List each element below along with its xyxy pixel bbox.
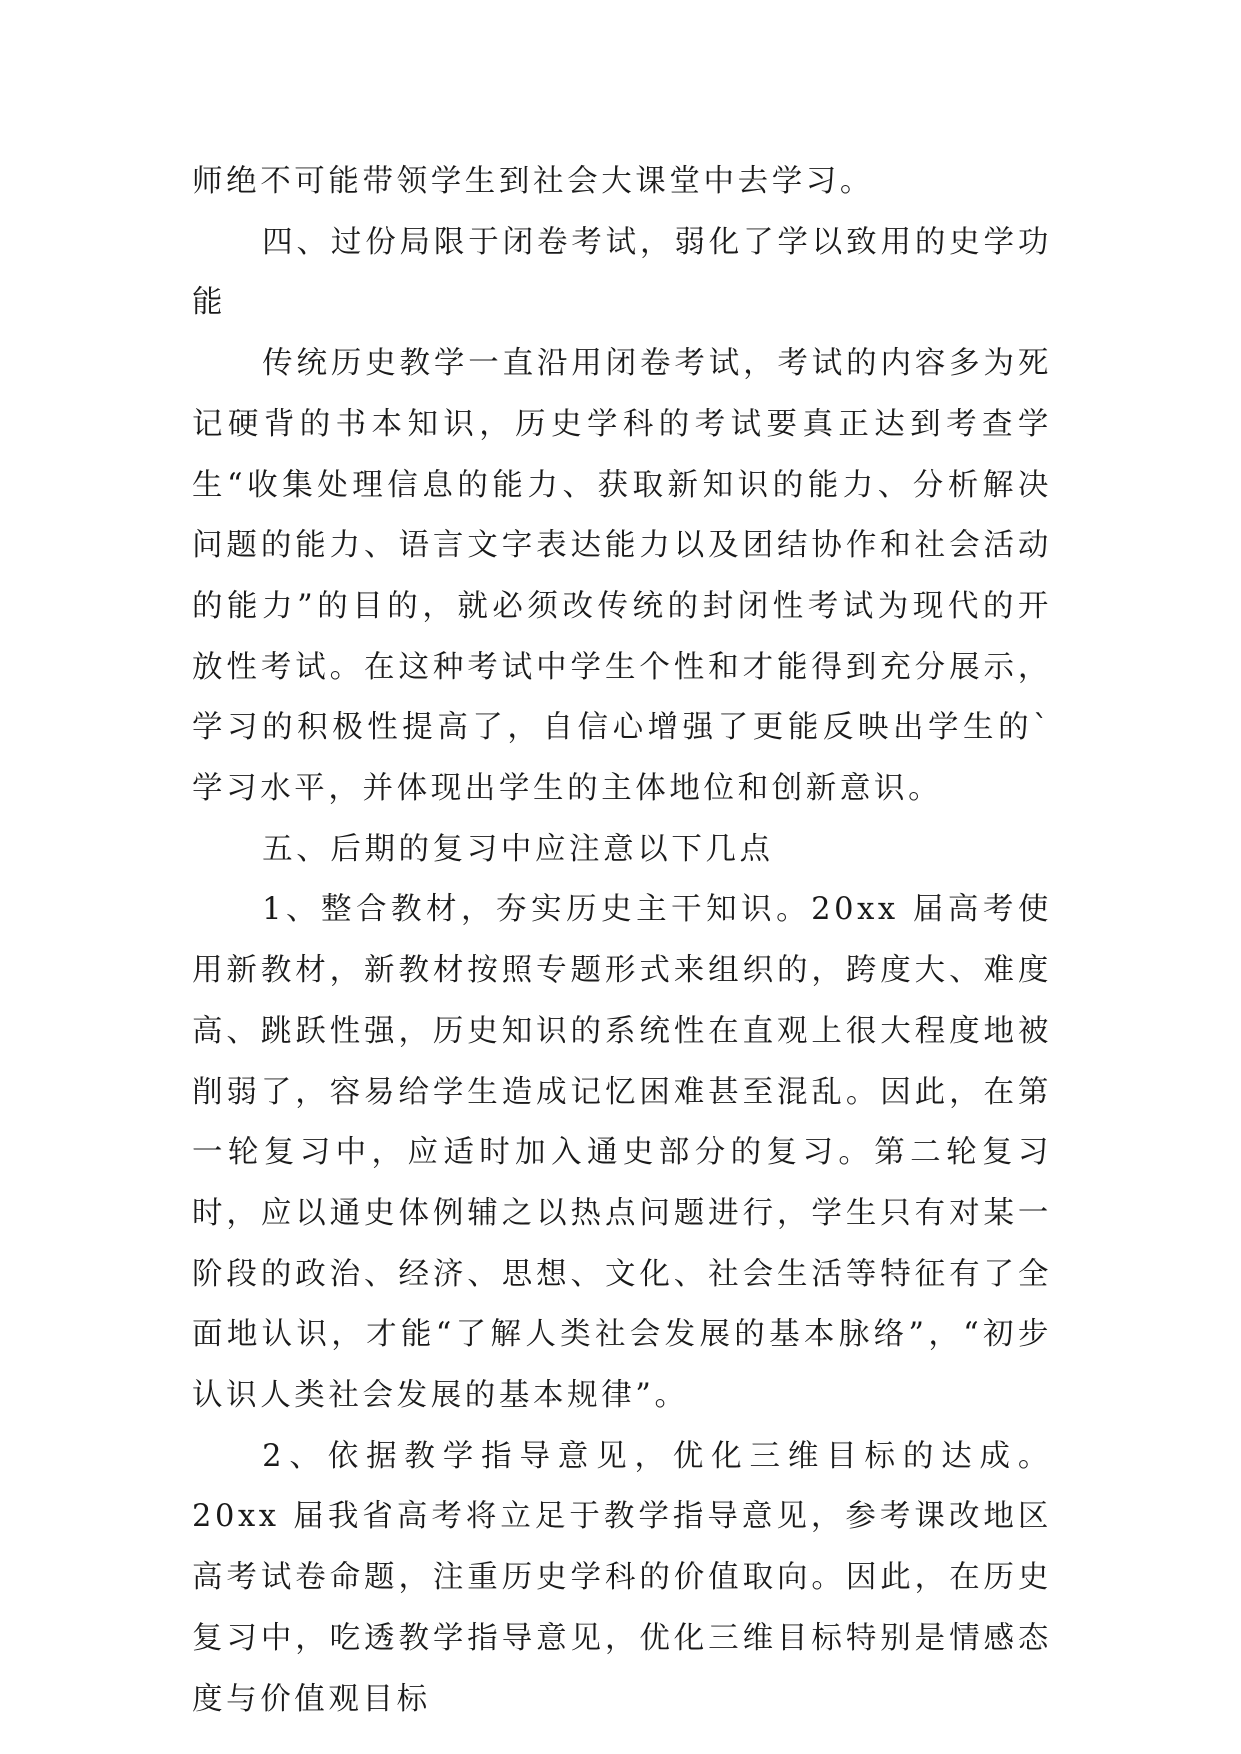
paragraph-point-1: 1、整合教材，夯实历史主干知识。20xx 届高考使用新教材，新教材按照专题形式来组织的，跨度大、难度高、跳跃性强，历史知识的系统性在直观上很大程度地被削弱了，容易给学生造成记忆困难甚至混乱。因此，在第一轮复习中，应适时加入通史部分的复习。第二轮复习时，应以通史体例辅之以热点问题进行，学生只有对某一阶段的政治、经济、思想、文化、社会生活等特征有了全面地认识，才能“了解人类社会发展的基本脉络”，“初步认识人类社会发展的基本规律”。 xyxy=(192,892,1052,1414)
section-heading-5: 五、后期的复习中应注意以下几点 xyxy=(262,831,774,867)
paragraph-continuation: 师绝不可能带领学生到社会大课堂中去学习。 xyxy=(192,164,874,199)
section-heading-4: 四、过份局限于闭卷考试，弱化了学以致用的史学功能 xyxy=(192,224,1052,321)
paragraph-closed-exam: 传统历史教学一直沿用闭卷考试，考试的内容多为死记硬背的书本知识，历史学科的考试要真正达到考查学生“收集处理信息的能力、获取新知识的能力、分析解决问题的能力、语言文字表达能力以及团结协作和社会活动的能力”的目的，就必须改传统的封闭性考试为现代的开放性考试。在这种考试中学生个性和才能得到充分展示，学习的积极性提高了，自信心增强了更能反映出学生的`学习水平，并体现出学生的主体地位和创新意识。 xyxy=(192,346,1052,807)
paragraph-point-2: 2、依据教学指导意见，优化三维目标的达成。20xx 届我省高考将立足于教学指导意见，参考课改地区高考试卷命题，注重历史学科的价值取向。因此，在历史复习中，吃透教学指导意见，优化三维目标特别是情感态度与价值观目标 xyxy=(192,1438,1052,1717)
document-body xyxy=(192,152,1052,1730)
